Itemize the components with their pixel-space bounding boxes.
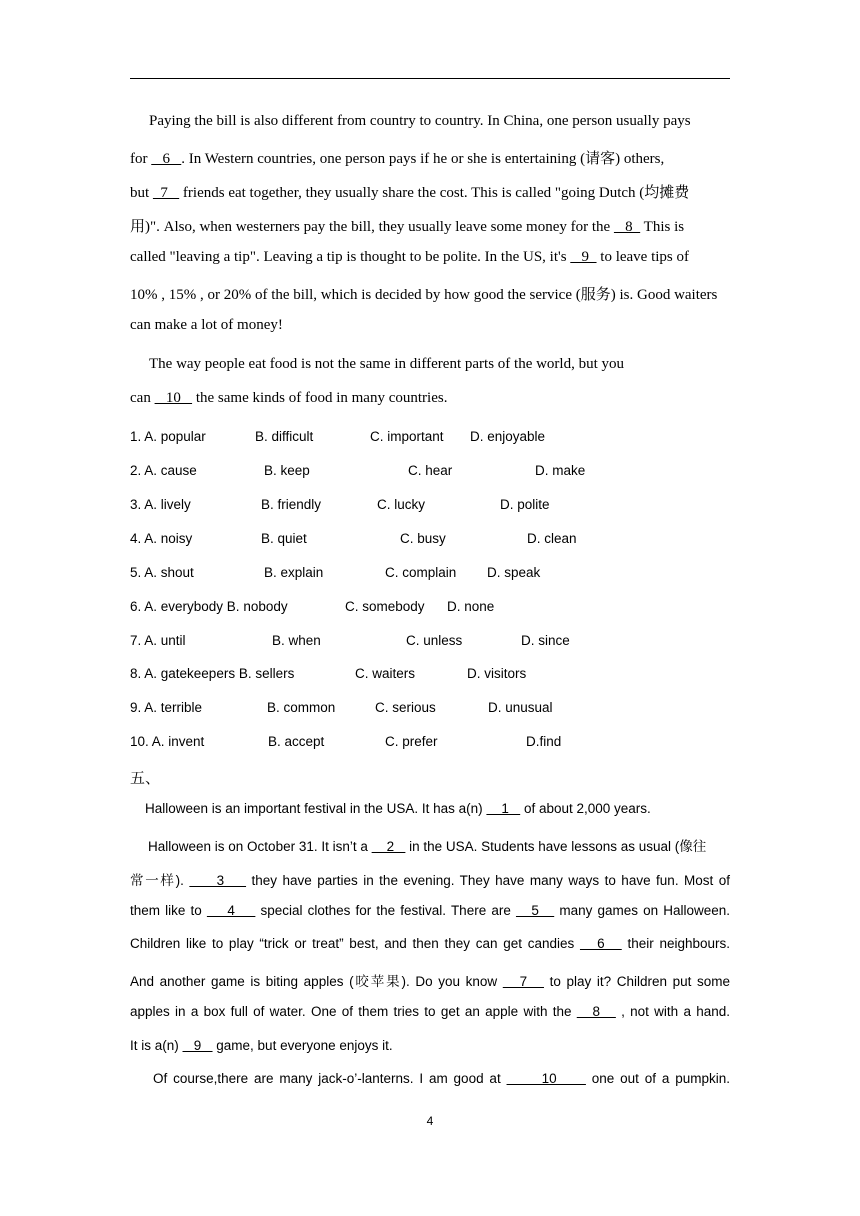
option-a: 10. A. invent <box>130 734 205 749</box>
passage-line: And another game is biting apples (咬苹果). Do you know 7 to play it? Children put some <box>130 974 731 989</box>
option-b: B. friendly <box>261 497 322 512</box>
option-c: C. waiters <box>355 666 416 681</box>
option-b: B. quiet <box>261 531 307 546</box>
section-heading: 五、 <box>130 771 161 787</box>
blank-9: 9 <box>570 249 597 265</box>
passage-line: Halloween is an important festival in the USA. It has a(n) 1 of about 2,000 years. <box>145 801 651 816</box>
option-b: B. keep <box>264 463 310 478</box>
option-b: B. common <box>267 700 336 715</box>
option-c: C. somebody <box>345 599 425 614</box>
option-d: D. enjoyable <box>470 429 546 444</box>
option-b: B. difficult <box>255 429 314 444</box>
option-b: B. accept <box>268 734 325 749</box>
option-d: D. visitors <box>467 666 527 681</box>
page-number: 4 <box>426 1114 434 1128</box>
option-a: 4. A. noisy <box>130 531 193 546</box>
blank-8: 8 <box>613 219 641 235</box>
option-d: D. unusual <box>488 700 553 715</box>
passage-line: 用)". Also, when westerners pay the bill, they usually leave some money for the 8 This is <box>130 219 685 235</box>
option-c: C. hear <box>408 463 453 478</box>
passage-line: Of course,there are many jack-o’-lanterns. I am good at 10 one out of a pumpkin. <box>153 1071 731 1086</box>
passage-line: can make a lot of money! <box>130 317 283 333</box>
option-d: D.find <box>526 734 562 749</box>
passage-line: them like to 4 special clothes for the festival. There are 5 many games on Halloween. <box>130 903 731 918</box>
option-c: C. serious <box>375 700 436 715</box>
passage-line: for 6 . In Western countries, one person pays if he or she is entertaining (请客) others, <box>130 151 665 167</box>
passage-line: Children like to play “trick or treat” best, and then they can get candies 6 their neighbours. <box>130 936 730 951</box>
option-b: B. explain <box>264 565 324 580</box>
option-d: D. speak <box>487 565 541 580</box>
passage-line: can 10 the same kinds of food in many countries. <box>130 390 448 406</box>
option-a: 7. A. until <box>130 633 186 648</box>
blank-7: 7 <box>152 185 180 201</box>
option-a: 1. A. popular <box>130 429 206 444</box>
passage-line: Halloween is on October 31. It isn’t a 2 in the USA. Students have lessons as usual (像往 <box>148 839 707 854</box>
blank-4: 4 <box>206 903 256 918</box>
option-d: D. since <box>521 633 570 648</box>
option-a: 8. A. gatekeepers B. sellers <box>130 666 295 681</box>
blank-9b: 9 <box>182 1038 213 1053</box>
passage-line: apples in a box full of water. One of them tries to get an apple with the 8 , not with a hand. <box>130 1004 731 1019</box>
option-d: D. clean <box>527 531 577 546</box>
passage-line: 10% , 15% , or 20% of the bill, which is decided by how good the service (服务) is. Good waiters <box>130 287 718 303</box>
blank-6b: 6 <box>579 936 622 951</box>
option-c: C. prefer <box>385 734 438 749</box>
passage-line: The way people eat food is not the same in different parts of the world, but you <box>149 356 625 372</box>
blank-2: 2 <box>371 839 406 854</box>
option-b: B. when <box>272 633 321 648</box>
option-c: C. unless <box>406 633 463 648</box>
option-c: C. lucky <box>377 497 426 512</box>
option-a: 2. A. cause <box>130 463 197 478</box>
option-a: 5. A. shout <box>130 565 194 580</box>
passage-line: 常一样). 3 they have parties in the evening. They have many ways to have fun. Most of <box>130 873 731 888</box>
header-rule <box>130 78 730 79</box>
blank-10b: 10 <box>506 1071 586 1086</box>
option-d: D. none <box>447 599 495 614</box>
passage-line: called "leaving a tip". Leaving a tip is thought to be polite. In the US, it's 9 to leave tips of <box>130 249 690 265</box>
option-a: 3. A. lively <box>130 497 191 512</box>
blank-1: 1 <box>486 801 521 816</box>
blank-5: 5 <box>515 903 555 918</box>
option-d: D. make <box>535 463 586 478</box>
passage-line: but 7 friends eat together, they usually share the cost. This is called "going Dutch (均摊费 <box>130 185 690 201</box>
passage-line: It is a(n) 9 game, but everyone enjoys it. <box>130 1038 393 1053</box>
option-a: 6. A. everybody B. nobody <box>130 599 288 614</box>
blank-3: 3 <box>189 873 247 888</box>
option-c: C. busy <box>400 531 446 546</box>
passage-line: Paying the bill is also different from country to country. In China, one person usually pays <box>149 113 691 129</box>
blank-8b: 8 <box>576 1004 616 1019</box>
option-d: D. polite <box>500 497 550 512</box>
blank-10: 10 <box>154 390 193 406</box>
option-c: C. important <box>370 429 444 444</box>
blank-6: 6 <box>151 151 182 167</box>
option-a: 9. A. terrible <box>130 700 203 715</box>
blank-7b: 7 <box>502 974 544 989</box>
option-c: C. complain <box>385 565 457 580</box>
